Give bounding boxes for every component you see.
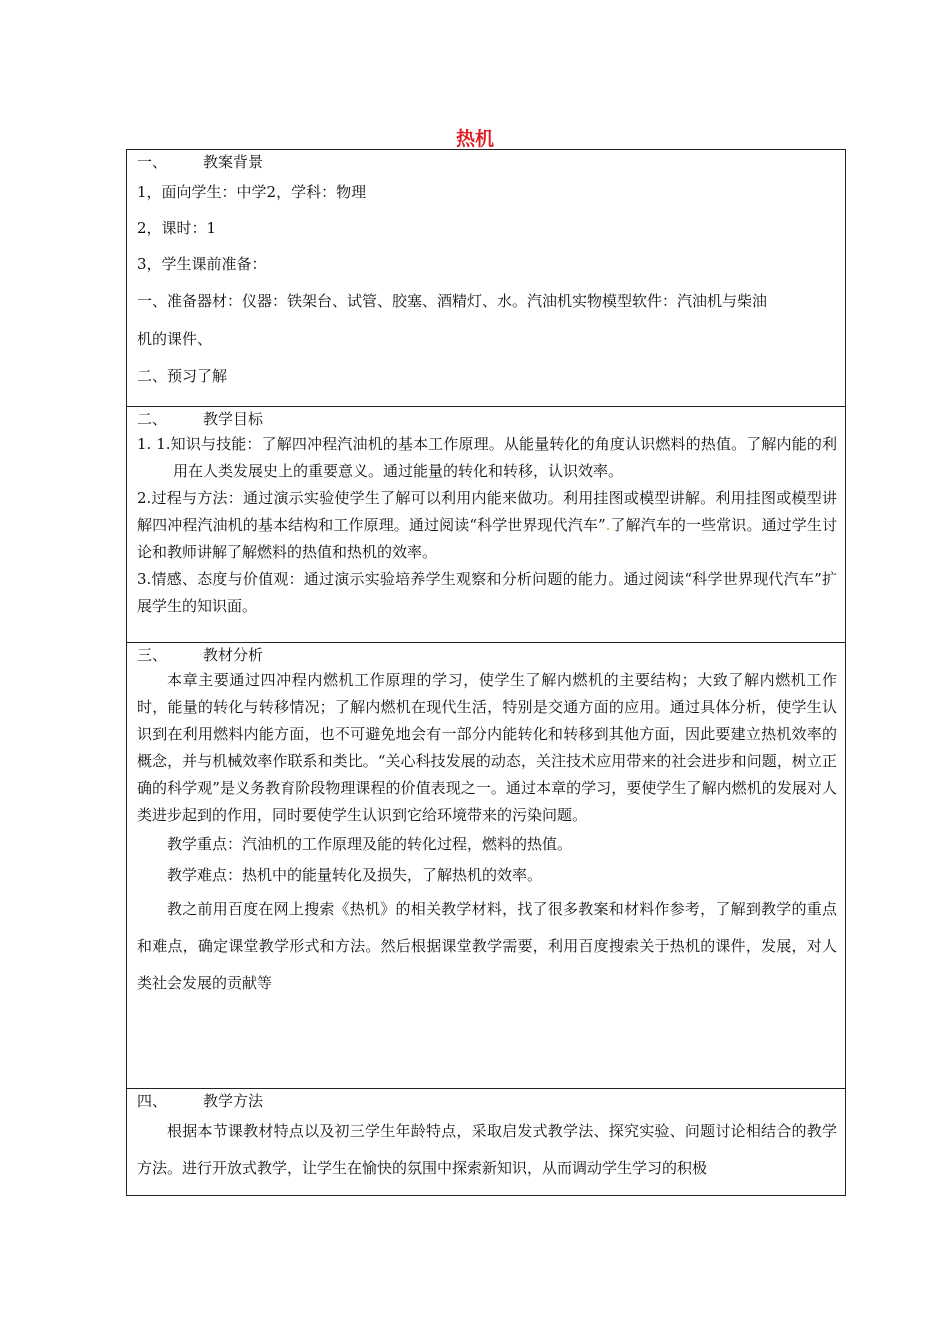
section-number: 四、 [137, 1092, 168, 1110]
text-line: 3，学生课前准备： [137, 255, 267, 273]
method-paragraph: 根据本节课教材特点以及初三学生年龄特点，采取启发式教学法、探究实验、问题讨论相结合的教学方法。进行开放式教学，让学生在愉快的氛围中探索新知识，从而调动学生学习的积极 [137, 1122, 837, 1177]
section-heading [137, 150, 837, 174]
section-heading [137, 407, 837, 431]
text-line: 1，面向学生：中学2，学科：物理 [137, 183, 367, 201]
teaching-difficulty: 教学难点：热机中的能量转化及损失，了解热机的效率。 [167, 866, 543, 884]
section-number: 二、 [137, 410, 168, 428]
analysis-paragraph: 本章主要通过四冲程内燃机工作原理的学习，使学生了解内燃机的主要结构；大致了解内燃机工作时，能量的转化与转移情况；了解内燃机在现代生活，特别是交通方面的应用。通过具体分析，使学生认识到在利用燃料内能方面，也不可避免地会有一部分内能转化和转移到其他方面，因此要建立热机效率的概念，并与机械效率作联系和类比。“关心科技发展的动态，关注技术应用带来的社会进步和问题，树立正确的科学观”是义务教育阶段物理课程的价值表现之一。通过本章的学习，要使学生了解内燃机的发展对人类进步起到的作用，同时要使学生认识到它给环境带来的污染问题。 [137, 671, 837, 824]
objective-knowledge: 1. 1.知识与技能：了解四冲程汽油机的基本工作原理。从能量转化的角度认识燃料的热值。了解内能的利用在人类发展史上的重要意义。通过能量的转化和转移，认识效率。 [137, 435, 837, 480]
lesson-plan-table [126, 149, 846, 1196]
teaching-focus: 教学重点：汽油机的工作原理及能的转化过程，燃料的热值。 [167, 835, 573, 853]
document-title: 热机 [455, 128, 494, 150]
objective-emotion: 3.情感、态度与价值观：通过演示实验培养学生观察和分析问题的能力。通过阅读“科学世界现代汽车”扩展学生的知识面。 [137, 570, 837, 615]
section-title: 教学目标 [203, 410, 264, 428]
section-number: 三、 [137, 646, 168, 664]
text-line: 一、准备器材：仪器：铁架台、试管、胶塞、酒精灯、水。汽油机实物模型软件：汽油机与柴油 [137, 292, 768, 310]
objective-process: 2.过程与方法：通过演示实验使学生了解可以利用内能来做功。利用挂图或模型讲解。利用挂图或模型讲解四冲程汽油机的基本结构和工作原理。通过阅读“科学世界现代汽车”.了解汽车的一些常识。通过学生讨论和教师讲解了解燃料的热值和热机的效率。 [137, 489, 837, 561]
section-title: 教学方法 [203, 1092, 264, 1110]
section-heading [137, 1089, 837, 1113]
section-material-analysis [127, 642, 845, 1088]
stray-mark: . [605, 516, 611, 534]
text-line: 2，课时：1 [137, 219, 217, 237]
section-background [127, 150, 845, 406]
section-title: 教案背景 [203, 153, 264, 171]
section-title: 教材分析 [203, 646, 264, 664]
preparation-paragraph: 教之前用百度在网上搜索《热机》的相关教学材料，找了很多教案和材料作参考，了解到教学的重点和难点，确定课堂教学形式和方法。然后根据课堂教学需要，利用百度搜索关于热机的课件，发展，对人类社会发展的贡献等 [137, 900, 837, 992]
section-teaching-method [127, 1088, 845, 1195]
text-line: 机的课件、 [137, 330, 213, 348]
text-line: 二、预习了解 [137, 367, 228, 385]
section-number: 一、 [137, 153, 168, 171]
section-objectives [127, 406, 845, 642]
section-heading [137, 643, 837, 667]
